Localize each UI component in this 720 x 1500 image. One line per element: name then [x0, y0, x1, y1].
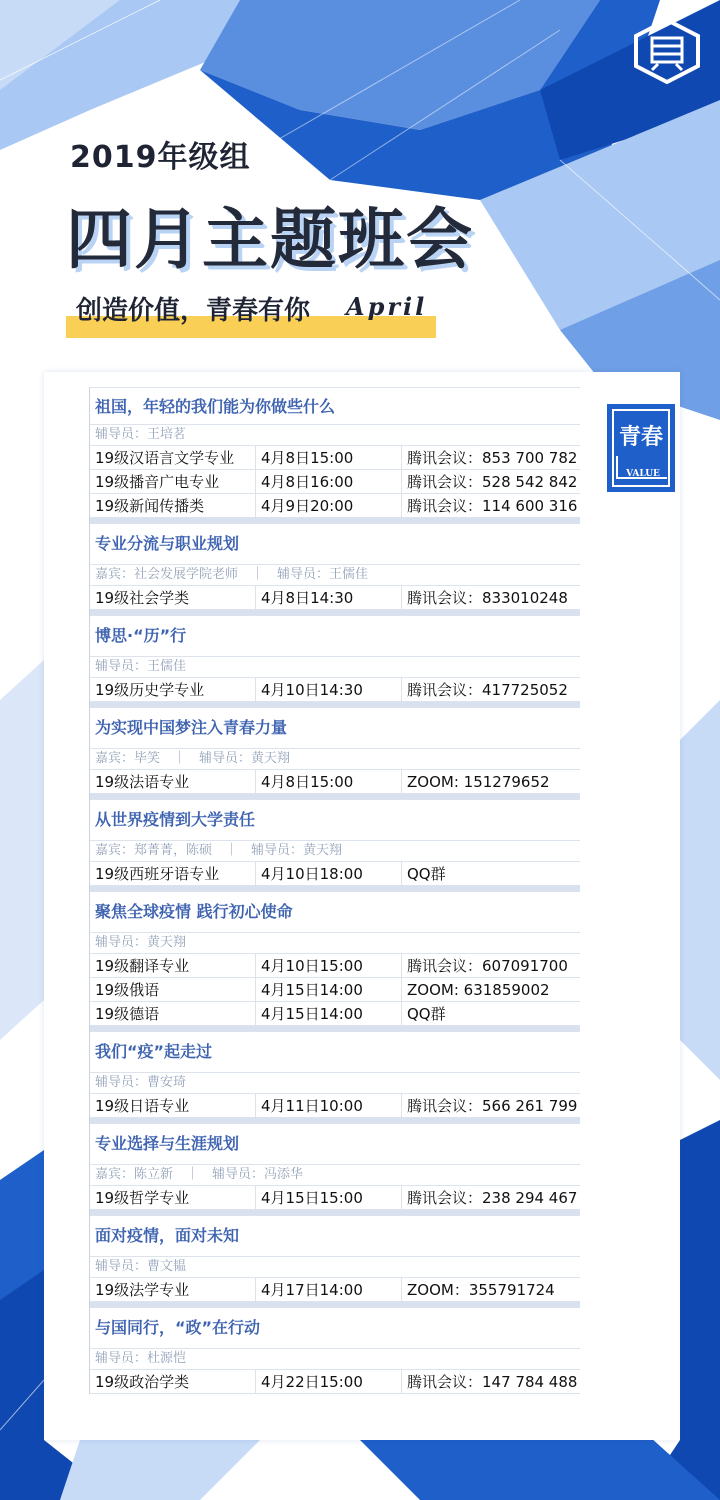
- platform-cell: ZOOM: 151279652: [407, 773, 550, 791]
- platform-cell: 腾讯会议：147 784 488: [407, 1373, 578, 1391]
- session-meta: 辅导员：王儒佳: [90, 657, 580, 678]
- platform-cell: 腾讯会议：853 700 782: [407, 449, 578, 467]
- class-cell: 19级法语专业: [90, 770, 256, 793]
- session-meta: 辅导员：黄天翔: [90, 933, 580, 954]
- class-cell: 19级西班牙语专业: [90, 862, 256, 885]
- table-row: [90, 446, 580, 470]
- session-meta: 嘉宾：陈立新 ｜ 辅导员：冯添华: [90, 1165, 580, 1186]
- youth-value-badge-icon: [607, 404, 677, 494]
- table-row: [90, 862, 580, 886]
- session-meta: 辅导员：曹安琦: [90, 1073, 580, 1094]
- badge-text-cn: 青春: [618, 425, 664, 450]
- time-cell: 4月17日14:00: [256, 1278, 402, 1301]
- platform-cell: 腾讯会议：238 294 467: [407, 1189, 578, 1207]
- platform-cell: QQ群: [407, 865, 446, 883]
- slogan-en: April: [346, 292, 428, 321]
- platform-cell: QQ群: [407, 1005, 446, 1023]
- table-row: [90, 1186, 580, 1210]
- class-cell: 19级播音广电专业: [90, 470, 256, 493]
- slogan-cn: 创造价值，青春有你: [76, 296, 311, 326]
- session-meta: 辅导员：曹文韫: [90, 1257, 580, 1278]
- table-row: [90, 978, 580, 1002]
- session-meta: 辅导员：杜源恺: [90, 1349, 580, 1370]
- time-cell: 4月9日20:00: [256, 494, 402, 517]
- time-cell: 4月22日15:00: [256, 1370, 402, 1393]
- page-title: 四月主题班会: [66, 201, 474, 278]
- platform-cell: 腾讯会议：566 261 799: [407, 1097, 578, 1115]
- table-row: [90, 678, 580, 702]
- platform-cell: ZOOM: 631859002: [407, 981, 550, 999]
- class-cell: 19级汉语言文学专业: [90, 446, 256, 469]
- class-cell: 19级新闻传播类: [90, 494, 256, 517]
- time-cell: 4月15日14:00: [256, 1002, 402, 1025]
- time-cell: 4月15日15:00: [256, 1186, 402, 1209]
- class-cell: 19级德语: [90, 1002, 256, 1025]
- session-title: 专业选择与生涯规划: [90, 1123, 580, 1165]
- time-cell: 4月10日14:30: [256, 678, 402, 701]
- session-title: 为实现中国梦注入青春力量: [90, 707, 580, 749]
- session-title: 我们“疫”起走过: [90, 1031, 580, 1073]
- schedule-table: [89, 387, 580, 1394]
- session-title: 专业分流与职业规划: [90, 523, 580, 565]
- session-title: 祖国，年轻的我们能为你做些什么: [90, 387, 580, 425]
- session-title: 与国同行，“政”在行动: [90, 1307, 580, 1349]
- class-cell: 19级哲学专业: [90, 1186, 256, 1209]
- book-logo-icon: [632, 18, 702, 84]
- table-row: [90, 770, 580, 794]
- table-row: [90, 470, 580, 494]
- schedule-card: [44, 372, 680, 1440]
- class-cell: 19级历史学专业: [90, 678, 256, 701]
- session-meta: 嘉宾：毕笑 ｜ 辅导员：黄天翔: [90, 749, 580, 770]
- session-title: 聚焦全球疫情 践行初心使命: [90, 891, 580, 933]
- table-row: [90, 494, 580, 518]
- time-cell: 4月10日18:00: [256, 862, 402, 885]
- session-meta: 辅导员：王培茗: [90, 425, 580, 446]
- time-cell: 4月8日15:00: [256, 446, 402, 469]
- class-cell: 19级日语专业: [90, 1094, 256, 1117]
- table-row: [90, 954, 580, 978]
- time-cell: 4月15日14:00: [256, 978, 402, 1001]
- time-cell: 4月11日10:00: [256, 1094, 402, 1117]
- grade-title: 2019年级组: [70, 140, 251, 175]
- table-row: [90, 1094, 580, 1118]
- time-cell: 4月8日15:00: [256, 770, 402, 793]
- table-row: [90, 1278, 580, 1302]
- class-cell: 19级社会学类: [90, 586, 256, 609]
- session-title: 博思·“历”行: [90, 615, 580, 657]
- table-row: [90, 1002, 580, 1026]
- platform-cell: 腾讯会议：417725052: [407, 681, 568, 699]
- header: [0, 0, 720, 380]
- class-cell: 19级俄语: [90, 978, 256, 1001]
- class-cell: 19级翻译专业: [90, 954, 256, 977]
- time-cell: 4月10日15:00: [256, 954, 402, 977]
- class-cell: 19级政治学类: [90, 1370, 256, 1393]
- class-cell: 19级法学专业: [90, 1278, 256, 1301]
- platform-cell: ZOOM：355791724: [407, 1281, 555, 1299]
- table-row: [90, 1370, 580, 1394]
- session-title: 从世界疫情到大学责任: [90, 799, 580, 841]
- table-row: [90, 586, 580, 610]
- session-meta: 嘉宾：社会发展学院老师 ｜ 辅导员：王儒佳: [90, 565, 580, 586]
- platform-cell: 腾讯会议：528 542 842: [407, 473, 578, 491]
- session-meta: 嘉宾：郑菁菁，陈硕 ｜ 辅导员：黄天翔: [90, 841, 580, 862]
- platform-cell: 腾讯会议：114 600 316: [407, 497, 578, 515]
- session-title: 面对疫情，面对未知: [90, 1215, 580, 1257]
- badge-text-en: VALUE: [626, 469, 660, 479]
- slogan: [66, 290, 436, 338]
- time-cell: 4月8日16:00: [256, 470, 402, 493]
- platform-cell: 腾讯会议：607091700: [407, 957, 568, 975]
- time-cell: 4月8日14:30: [256, 586, 402, 609]
- platform-cell: 腾讯会议：833010248: [407, 589, 568, 607]
